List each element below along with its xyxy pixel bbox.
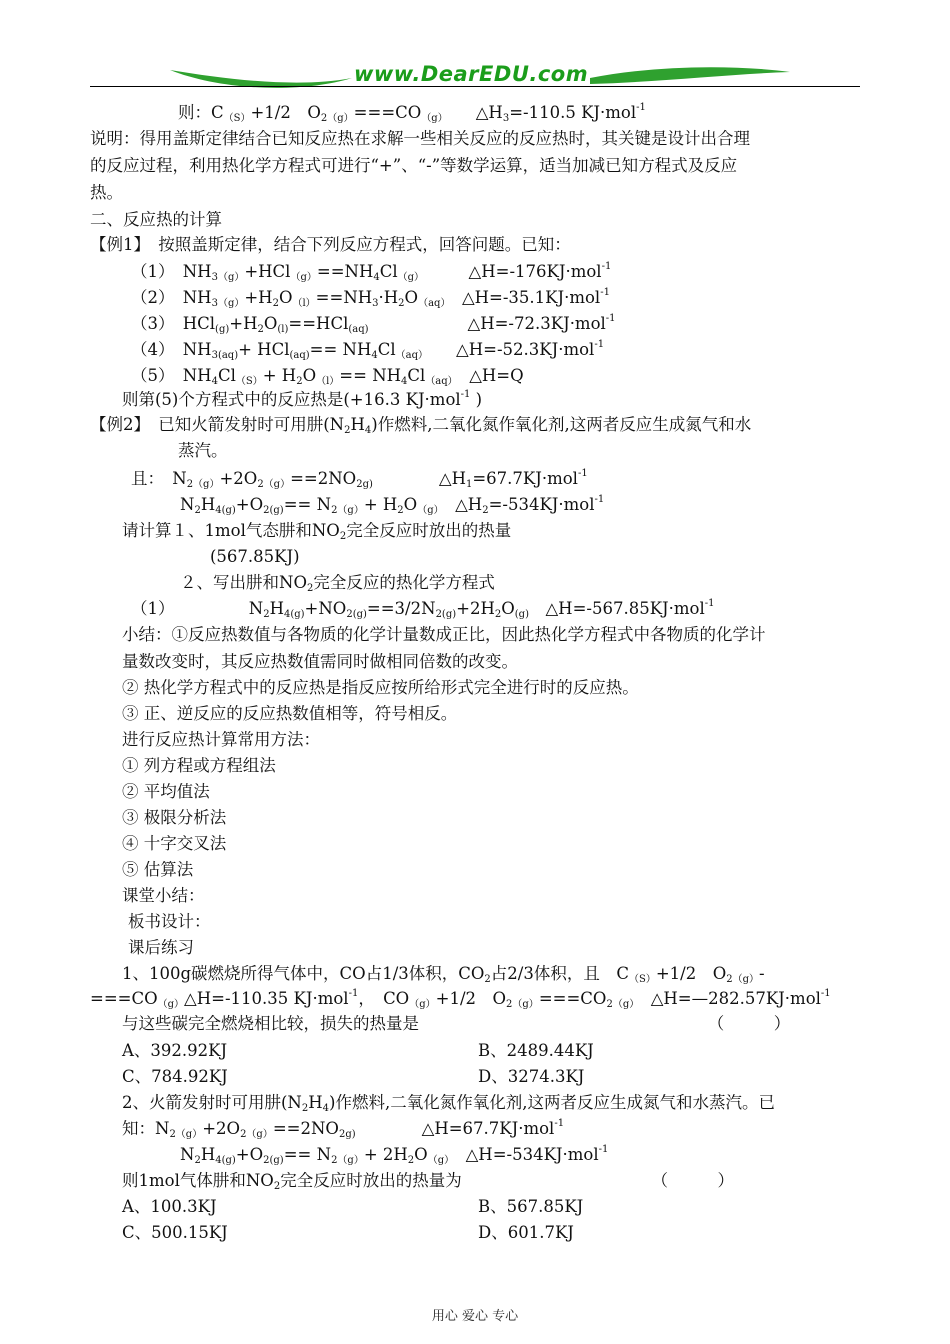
- option-d: D、601.7KJ: [478, 1223, 574, 1242]
- exercise-line: $===CO_{(g)}\triangle H=-110.35$ KJ·mol$^{-1}$， $CO_{(g)}+1/2$ $O_{2(g)}===CO_{2(g)}$ △H=—282.57KJ·mol$^{-1}$: [90, 988, 831, 1010]
- text-line: 的反应过程，利用热化学方程式可进行“+”、“-”等数学运算，适当加减已知方程式及反应: [90, 156, 738, 175]
- option-c: C、500.15KJ: [122, 1223, 228, 1242]
- section-heading: 二、反应热的计算: [90, 210, 222, 229]
- text-line: 热。: [90, 183, 123, 202]
- text-line: 则：$C_{(S)}+1/2$ $O_{2(g)}===CO_{(g)}$ $\triangle H_3=-110.5$ KJ·mol$^{-1}$: [178, 102, 646, 124]
- option-b: B、2489.44KJ: [478, 1041, 594, 1060]
- method-item: ⑤ 估算法: [122, 860, 194, 879]
- option-a: A、100.3KJ: [122, 1197, 217, 1216]
- text-line: 课后练习: [128, 938, 194, 957]
- right-leaf-decoration: [590, 67, 790, 84]
- text-line: 说明：得用盖斯定律结合已知反应热在求解一些相关反应的反应热时，其关键是设计出合理: [90, 129, 750, 148]
- text-line: ② 热化学方程式中的反应热是指反应按所给形式完全进行时的反应热。: [122, 678, 639, 697]
- answer-line: (567.85KJ): [210, 547, 300, 566]
- equation-line: （4） $NH_{3(aq)}+ HCl_{(aq)}== NH_4Cl_{(aq)}$ △H=-52.3KJ·mol$^{-1}$: [131, 339, 605, 361]
- text-line: 蒸汽。: [178, 441, 228, 460]
- text-line: 小结：①反应热数值与各物质的化学计量数成正比，因此热化学方程式中各物质的化学计: [122, 625, 766, 644]
- equation-line: （3） $HCl_{(g)}+H_2O_{(l)}==HCl_{(aq)}$ △H=-72.3KJ·mol$^{-1}$: [131, 313, 616, 335]
- equation-line: （2） $NH_{3(g)}+H_2O_{(l)}==NH_3\cdot H_2O_{(aq)}$ △H=-35.1KJ·mol$^{-1}$: [131, 287, 610, 309]
- example-heading: 【例1】 按照盖斯定律，结合下列反应方程式，回答问题。已知：: [90, 235, 571, 254]
- text-line: ２、写出肼和$NO_2$完全反应的热化学方程式: [180, 573, 495, 594]
- equation-line: （5） $NH_4Cl_{(S)}+ H_2O_{(l)}== NH_4Cl_{(aq)}$ △H=Q: [131, 366, 524, 387]
- site-logo: www.DearEDU.com: [354, 62, 589, 86]
- option-b: B、567.85KJ: [478, 1197, 584, 1216]
- text-line: 则第(5)个方程式中的反应热是(+16.3 KJ·mol$^{-1}$ ): [122, 389, 483, 409]
- example-heading: 【例2】 已知火箭发射时可用肼$(N_2H_4)$作燃料,二氧化氮作氧化剂,这两者反应生成氮气和水: [90, 415, 752, 436]
- page-footer: 用心 爱心 专心: [431, 1309, 519, 1324]
- exercise-line: $N_2H_{4(g)}+O_{2(g)}== N_{2(g)}+ 2H_2O_{(g)}$ △H=-534KJ·mol$^{-1}$: [180, 1144, 609, 1166]
- header-rule: [90, 86, 860, 87]
- option-a: A、392.92KJ: [122, 1041, 228, 1060]
- exercise-line: 知：$N_{2(g)}+2O_{2(g)}==2NO_{2g)}$ △H=67.7KJ·mol$^{-1}$: [122, 1118, 565, 1140]
- text-line: ③ 正、逆反应的反应热数值相等，符号相反。: [122, 704, 458, 723]
- exercise-line: 2、火箭发射时可用肼$(N_2H_4)$作燃料,二氧化氮作氧化剂,这两者反应生成氮气和水蒸汽。已: [122, 1093, 775, 1114]
- method-item: ① 列方程或方程组法: [122, 756, 276, 775]
- option-d: D、3274.3KJ: [478, 1067, 585, 1086]
- exercise-line: 则1mol气体肼和$NO_2$完全反应时放出的热量为 （ ）: [122, 1171, 734, 1192]
- text-line: 请计算１、1mol气态肼和$NO_2$完全反应时放出的热量: [122, 521, 512, 542]
- method-item: ④ 十字交叉法: [122, 834, 227, 853]
- option-c: C、784.92KJ: [122, 1067, 228, 1086]
- text-line: 量数改变时，其反应热数值需同时做相同倍数的改变。: [122, 652, 518, 671]
- exercise-line: 与这些碳完全燃烧相比较，损失的热量是 （ ）: [122, 1014, 791, 1033]
- method-item: ② 平均值法: [122, 782, 210, 801]
- equation-line: 且： $N_{2(g)}+2O_{2(g)}==2NO_{2g)}$ $\triangle H_1=67.7KJ\cdot mol^{-1}$: [131, 468, 588, 490]
- text-line: 进行反应热计算常用方法：: [122, 730, 320, 749]
- equation-line: （1） $NH_{3(g)}+HCl_{(g)}==NH_4Cl_{(g)}$ △H=-176KJ·mol$^{-1}$: [131, 261, 612, 283]
- exercise-line: 1、100g碳燃烧所得气体中，CO占1/3体积，$CO_2$占2/3体积，且 $C_{(S)}+1/2$ $O_{2(g)}-$: [122, 964, 765, 985]
- equation-line: （1） $N_2H_{4(g)}+NO_{2(g)}==3/2N_{2(g)}+2H_2O_{(g)}$ △H=-567.85KJ·mol$^{-1}$: [131, 598, 715, 620]
- text-line: 板书设计：: [128, 912, 211, 931]
- equation-line: $N_2H_{4(g)}+O_{2(g)}== N_{2(g)}+ H_2O_{(g)}$ $\triangle H_2=-534KJ\cdot mol^{-1}$: [180, 494, 605, 516]
- text-line: 课堂小结：: [122, 886, 205, 905]
- method-item: ③ 极限分析法: [122, 808, 227, 827]
